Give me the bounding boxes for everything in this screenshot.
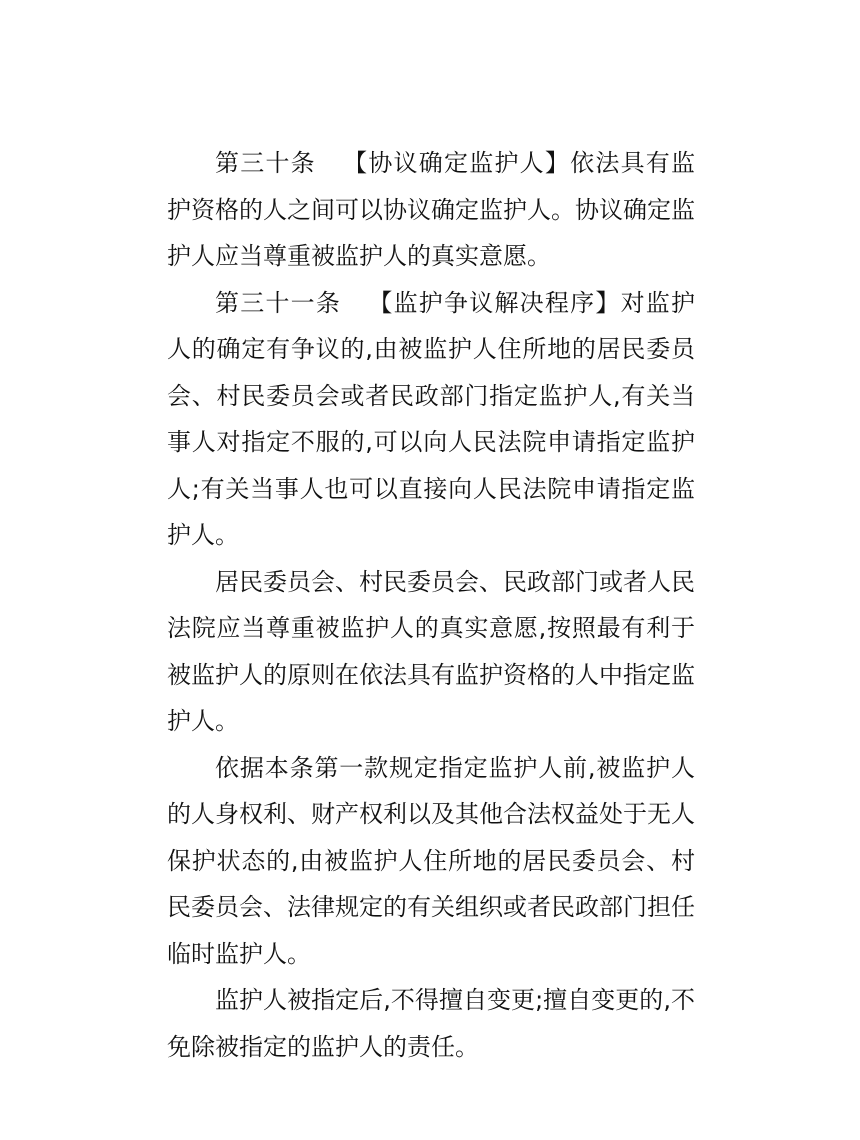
- article-30-paragraph: [167, 140, 695, 280]
- article-30-body: 依法具有监护资格的人之间可以协议确定监护人。协议确定监护人应当尊重被监护人的真实意愿。: [167, 149, 696, 270]
- article-31-paragraph: [167, 280, 695, 559]
- article-31-paragraph-2: 居民委员会、村民委员会、民政部门或者人民法院应当尊重被监护人的真实意愿,按照最有利于被监护人的原则在依法具有监护资格的人中指定监护人。: [167, 567, 695, 735]
- document-body: [167, 140, 695, 1070]
- article-31-heading: 【监护争议解决程序】: [367, 288, 621, 317]
- article-31-paragraph-4: 监护人被指定后,不得擅自变更;擅自变更的,不免除被指定的监护人的责任。: [167, 986, 695, 1061]
- article-30-number: 第三十条: [215, 149, 316, 177]
- article-31-body: 对监护人的确定有争议的,由被监护人住所地的居民委员会、村民委员会或者民政部门指定监护人,有关当事人对指定不服的,可以向人民法院申请指定监护人;有关当事人也可以直接向人民法院申请指定监护人。: [167, 288, 696, 549]
- article-31-number: 第三十一条: [215, 288, 342, 317]
- article-30-heading: 【协议确定监护人】: [341, 149, 571, 177]
- article-31-paragraph-3: 依据本条第一款规定指定监护人前,被监护人的人身权利、财产权利以及其他合法权益处于无人保护状态的,由被监护人住所地的居民委员会、村民委员会、法律规定的有关组织或者民政部门担任临时监护人。: [167, 753, 695, 968]
